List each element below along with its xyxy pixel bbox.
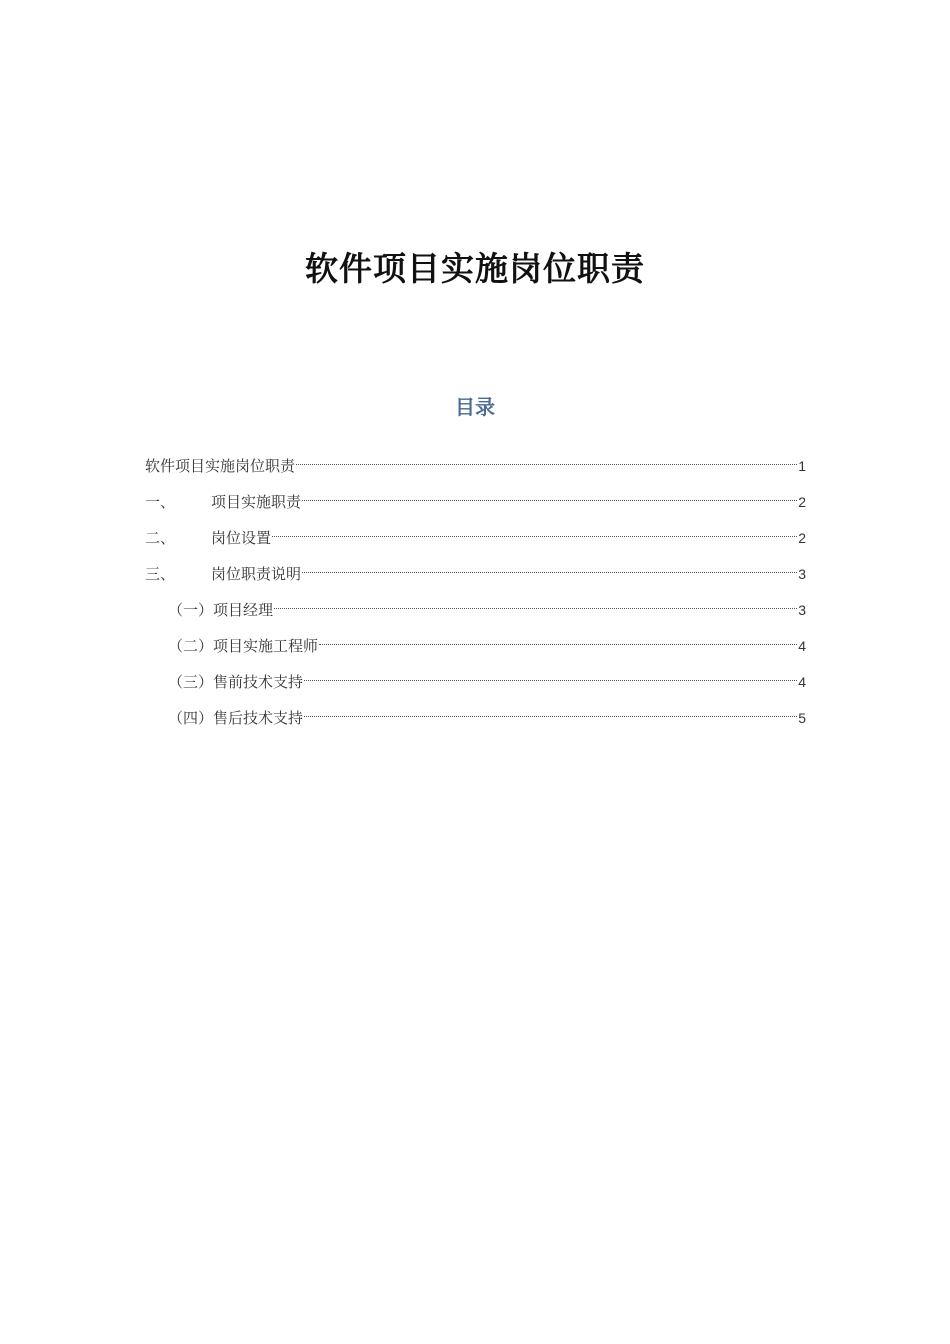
toc-entry[interactable] (145, 524, 806, 560)
toc-entry[interactable] (145, 452, 806, 488)
toc-entry-page: 4 (798, 638, 806, 654)
toc-entry-text: 岗位设置 (211, 529, 272, 547)
toc-dot-leader (304, 716, 797, 717)
toc-entry-text: （一）项目经理 (168, 601, 274, 619)
toc-entry-text: 软件项目实施岗位职责 (145, 457, 296, 475)
toc-entry-page: 5 (798, 710, 806, 726)
toc-dot-leader (274, 608, 797, 609)
toc-entry-text: （四）售后技术支持 (168, 709, 304, 727)
toc-entry[interactable] (145, 632, 806, 668)
toc-entry-page: 3 (798, 602, 806, 618)
toc-entry-text: 岗位职责说明 (211, 565, 302, 583)
toc-dot-leader (302, 572, 797, 573)
toc-heading: 目录 (455, 395, 495, 419)
toc-entry[interactable] (145, 596, 806, 632)
toc-entry[interactable] (145, 668, 806, 704)
toc-entry[interactable] (145, 704, 806, 740)
toc-dot-leader (272, 536, 797, 537)
toc-entry-number: 一、 (145, 493, 176, 511)
toc-entry[interactable] (145, 488, 806, 524)
toc-dot-leader (296, 464, 797, 465)
toc-entry-text: 项目实施职责 (211, 493, 302, 511)
toc-entry-page: 4 (798, 674, 806, 690)
toc-dot-leader (302, 500, 797, 501)
toc-entry-page: 3 (798, 566, 806, 582)
toc-entry-page: 1 (798, 458, 806, 474)
toc-entry-number: 三、 (145, 565, 176, 583)
document-title: 软件项目实施岗位职责 (305, 249, 645, 288)
table-of-contents (145, 452, 806, 740)
toc-dot-leader (304, 680, 797, 681)
toc-entry-number: 二、 (145, 529, 176, 547)
toc-entry-page: 2 (798, 494, 806, 510)
toc-entry-text: （三）售前技术支持 (168, 673, 304, 691)
toc-entry[interactable] (145, 560, 806, 596)
toc-entry-text: （二）项目实施工程师 (168, 637, 319, 655)
toc-entry-page: 2 (798, 530, 806, 546)
toc-dot-leader (319, 644, 797, 645)
